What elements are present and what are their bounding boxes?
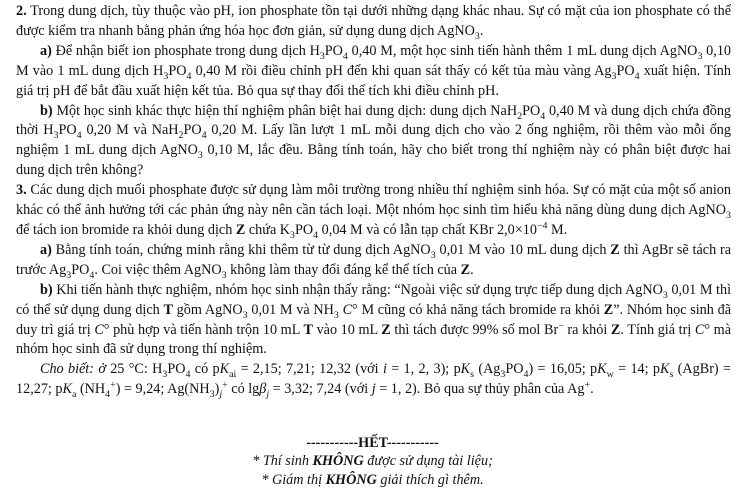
q3-a-text: Bằng tính toán, chứng minh rằng khi thêm từ từ dung dịch AgNO$_3$ 0,01 M vào 10 mL dung dịch Z thì AgBr sẽ tách ra trước $Ag_3PO_4$. Coi việc thêm AgNO$_3$ không làm thay đổi đáng kể thể tích của Z. [16,241,732,281]
note-no-materials: * Thí sinh KHÔNG được sử dụng tài liệu; [252,453,493,469]
q3-intro-text: Các dung dịch muối phosphate được sử dụng làm môi trường trong nhiều thí nghiệm sinh hóa. Sự có mặt của một số anion khác có thể ảnh hưởng tới các phản ứng này nên cần tách loại. Một nhóm học sinh tìm hiểu khả năng dùng dung dịch AgNO$_3$ để tách ion bromide ra khỏi dung dịch Z chứa $K_3PO_4$ 0,04 M và có lẫn tạp chất KBr $2,0\times 10^{-4}$ M. [16,182,731,241]
q2-a-label: a) [40,42,52,59]
q2-intro-text: Trong dung dịch, tùy thuộc vào pH, ion phosphate tồn tại dưới những dạng khác nhau. Sự có mặt của ion phosphate có thể được kiểm tra nhanh bằng phản ứng hóa học đơn giản, sử dụng dung dịch AgNO$_3$. [16,3,731,42]
given-label: Cho biết: [40,361,94,378]
q3-intro [16,181,731,241]
q3-b-text: Khi tiến hành thực nghiệm, nhóm học sinh nhận thấy rằng: “Ngoài việc sử dụng trực tiếp dung dịch AgNO$_3$ 0,01 M thì có thể sử dụng dung dịch T gồm AgNO$_3$ 0,01 M và $NH_3$ C° M cũng có khả năng tách bromide ra khỏi Z”. Nhóm học sinh đã duy trì giá trị C° phù hợp và tiến hành trộn 10 mL T vào 10 mL Z thì tách được 99% số mol Br− ra khỏi Z. Tính giá trị C° mà nhóm học sinh đã sử dụng trong thí nghiệm. [16,281,732,358]
q2-part-b [16,102,731,182]
q2-b-text: Một học sinh khác thực hiện thí nghiệm phân biệt hai dung dịch: dung dịch $NaH_2PO_4$ 0,40 M và dung dịch chứa đồng thời $H_3PO_4$ 0,20 M và $NaH_2PO_4$ 0,20 M. Lấy lần lượt 1 mL mỗi dung dịch cho vào 2 ống nghiệm, rồi thêm vào mỗi ống nghiệm 1 mL dung dịch AgNO$_3$ 0,10 M, lắc đều. Bằng tính toán, hãy cho biết trong thí nghiệm này có phân biệt được hai dung dịch trên không? [16,102,732,179]
given-data [16,360,731,400]
q2-part-a [16,42,731,102]
q2-b-label: b) [40,102,53,119]
note-no-explanation: * Giám thị KHÔNG giải thích gì thêm. [261,472,484,488]
q3-part-a [16,241,731,281]
q3-number: 3. [16,182,27,199]
q3-a-label: a) [40,241,52,258]
end-mark: -----------HẾT----------- [306,435,439,451]
q2-number: 2. [16,3,27,19]
given-text: ở 25 °C: $H_3PO_4$ có $pK_{ai} = 2,15$; 7,21; 12,32 (với i = 1, 2, 3); $pK_s$ $(Ag_3PO_4) = 16,05$; $pK_w = 14$; $pK_s$ (AgBr) = 12,27; $pK_a$ $(NH_4^+) = 9,24$; $Ag(NH_3)_j^+$ có lgβ$_j$ = 3,32; 7,24 (với j = 1, 2). Bỏ qua sự thủy phân của Ag+. [16,361,731,401]
q3-b-label: b) [40,281,53,298]
q2-intro [16,2,731,42]
q2-a-text: Để nhận biết ion phosphate trong dung dịch $H_3PO_4$ 0,40 M, một học sinh tiến hành thêm 1 mL dung dịch AgNO$_3$ 0,10 M vào 1 mL dung dịch $H_3PO_4$ 0,40 M rồi điều chỉnh pH đến khi quan sát thấy có kết tủa màu vàng $Ag_3PO_4$ xuất hiện. Tính giá trị pH để bắt đầu xuất hiện kết tủa. Bỏ qua sự thay đổi thể tích khi điều chỉnh pH. [16,42,732,99]
q3-part-b [16,281,731,361]
